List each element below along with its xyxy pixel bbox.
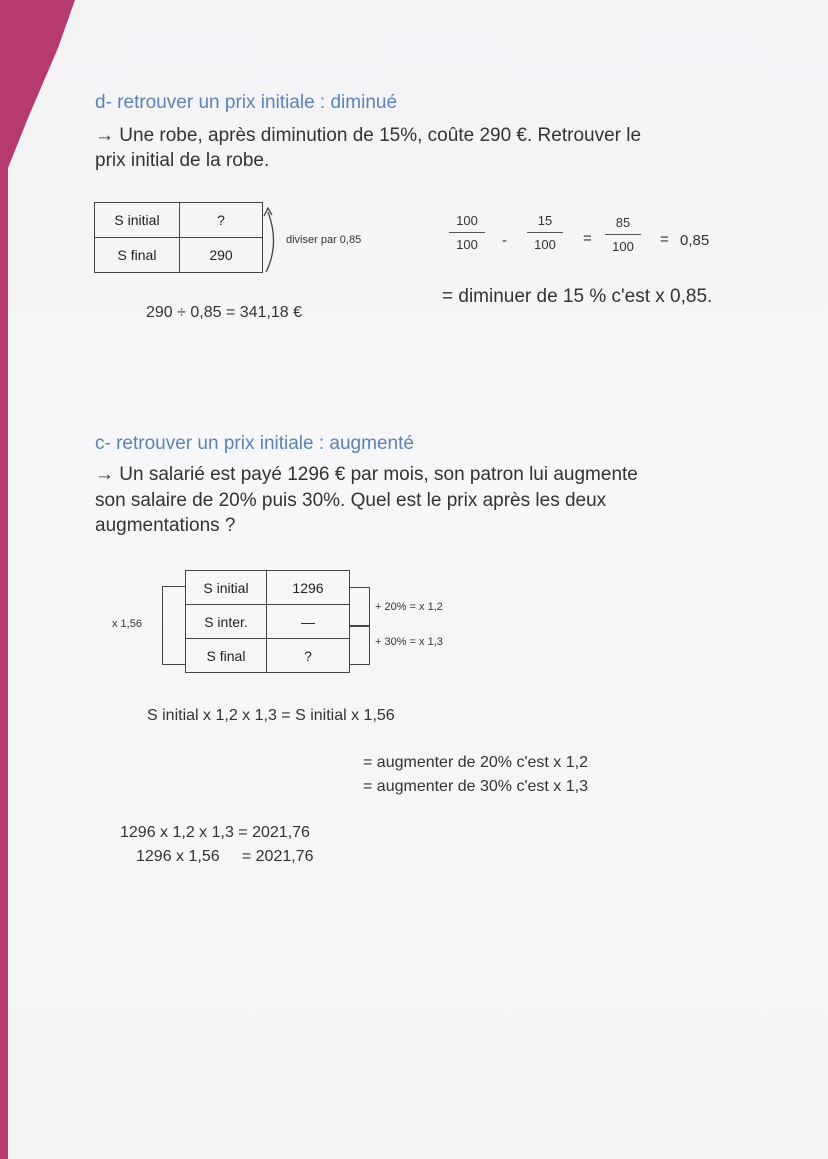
operator-equals: = <box>583 230 592 247</box>
table-cell-value: — <box>267 605 350 639</box>
table-row <box>186 571 350 605</box>
table-cell-value: 1296 <box>267 571 350 605</box>
section-c-problem-line2: son salaire de 20% puis 30%. Quel est le prix après les deux <box>95 490 607 511</box>
left-bracket <box>162 586 186 665</box>
fraction-numerator: 85 <box>615 215 631 230</box>
fraction-numerator: 100 <box>456 213 478 228</box>
fraction-result: 0,85 <box>680 232 710 249</box>
table-cell-label: S initial <box>186 571 267 605</box>
operator-minus: - <box>502 232 507 249</box>
section-c-table <box>185 570 350 673</box>
table-cell-label: S inter. <box>186 605 267 639</box>
right-label-20: + 20% = x 1,2 <box>375 601 443 613</box>
fraction-3 <box>603 215 643 254</box>
left-multiplier-label: x 1,56 <box>112 618 142 630</box>
section-c-note2: = augmenter de 30% c'est x 1,3 <box>363 778 588 795</box>
fraction-2 <box>525 213 565 252</box>
table-row <box>186 639 350 673</box>
section-c-calc2: 1296 x 1,56 = 2021,76 <box>136 848 314 865</box>
right-bracket-top <box>349 587 370 627</box>
right-bracket-bottom <box>349 625 370 665</box>
section-d-table <box>94 202 263 273</box>
table-cell-label: S initial <box>95 203 180 238</box>
table-cell-value: ? <box>180 203 263 238</box>
table-cell-label: S final <box>186 639 267 673</box>
fraction-bar <box>527 232 563 233</box>
table-row <box>186 605 350 639</box>
section-d-problem-line2: prix initial de la robe. <box>95 150 270 171</box>
fraction-denominator: 100 <box>456 237 478 252</box>
section-c-heading: c- retrouver un prix initiale : augmenté <box>95 433 414 454</box>
section-c-equation: S initial x 1,2 x 1,3 = S initial x 1,56 <box>147 707 395 724</box>
fraction-numerator: 15 <box>537 213 553 228</box>
section-c-problem-line1: → Un salarié est payé 1296 € par mois, son patron lui augmente <box>95 464 638 485</box>
divide-label: diviser par 0,85 <box>286 234 362 246</box>
section-c-problem-line3: augmentations ? <box>95 515 236 536</box>
fraction-1 <box>447 213 487 252</box>
fraction-denominator: 100 <box>534 237 556 252</box>
section-d-problem-line1: → Une robe, après diminution de 15%, coûte 290 €. Retrouver le <box>95 125 642 146</box>
curved-arrow-icon <box>262 204 286 276</box>
table-cell-value: 290 <box>180 238 263 273</box>
section-d-heading: d- retrouver un prix initiale : diminué <box>95 92 398 113</box>
section-d-conclusion: = diminuer de 15 % c'est x 0,85. <box>442 286 713 307</box>
right-label-30: + 30% = x 1,3 <box>375 636 443 648</box>
table-row <box>95 203 263 238</box>
table-cell-label: S final <box>95 238 180 273</box>
fraction-bar <box>449 232 485 233</box>
fraction-bar <box>605 234 641 235</box>
section-c-note1: = augmenter de 20% c'est x 1,2 <box>363 754 588 771</box>
table-cell-value: ? <box>267 639 350 673</box>
operator-equals: = <box>660 231 669 248</box>
fraction-denominator: 100 <box>612 239 634 254</box>
table-row <box>95 238 263 273</box>
section-c-calc1: 1296 x 1,2 x 1,3 = 2021,76 <box>120 824 310 841</box>
section-d-calculation: 290 ÷ 0,85 = 341,18 € <box>146 304 303 321</box>
